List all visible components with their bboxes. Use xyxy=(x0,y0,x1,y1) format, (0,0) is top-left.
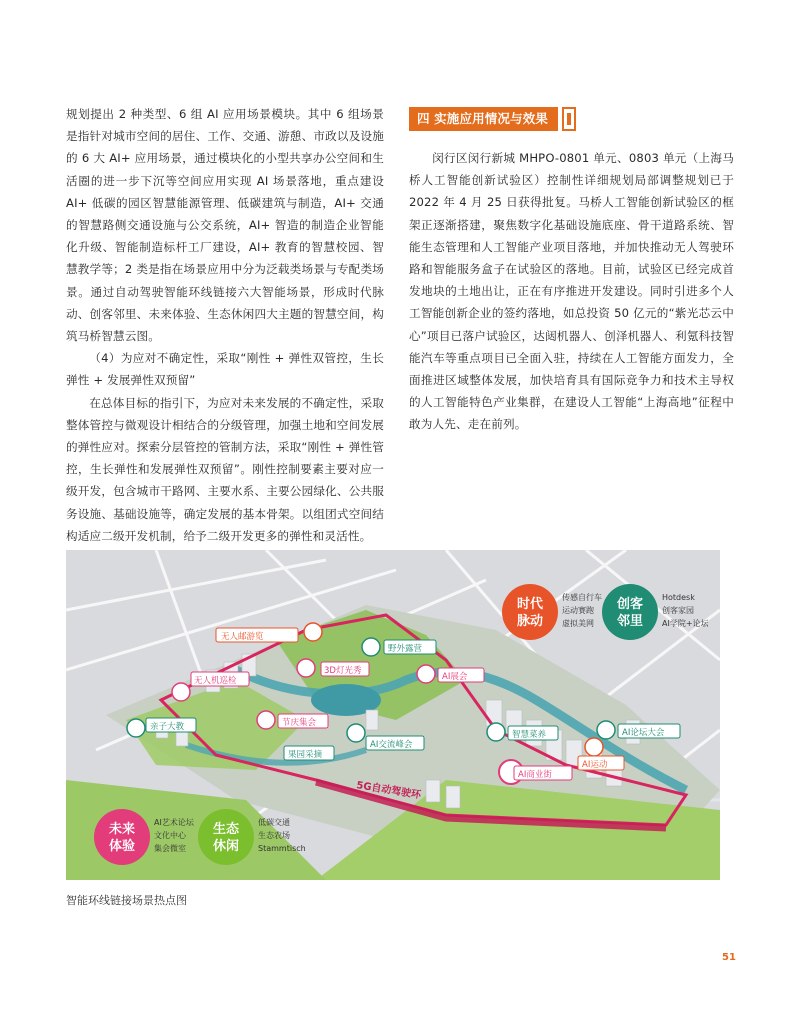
paragraph: 规划提出 2 种类型、6 组 AI 应用场景模块。其中 6 组场景是指针对城市空间的居住、工作、交通、游憩、市政以及设施的 6 大 AI+ 应用场景，通过模块化的小型共享办公空间和生活圈的进一步下沉等空间应用实现 AI 场景落地，重点建设 AI+ 低碳的园区智慧能源管理、低碳建筑与制造，AI+ 交通的智慧路侧交通设施与公交系统，AI+ 智造的制造企业智能化升级、智能制造标杆工厂建设，AI+ 教育的智慧校园、智慧教学等；2 类是指在场景应用中分为泛载类场景与专配类场景。通过自动驾驶智能环线链接六大智能场景，形成时代脉动、创客邻里、未来体验、生态休闲四大主题的智慧空间，构筑马桥智慧云图。 xyxy=(66,107,384,344)
svg-text:运动赛跑: 运动赛跑 xyxy=(562,606,594,615)
pin-icon xyxy=(362,638,380,656)
svg-text:文化中心: 文化中心 xyxy=(154,831,186,840)
hotspot-label: 果园采摘 xyxy=(288,750,323,760)
pin-icon xyxy=(304,623,322,641)
left-text-column xyxy=(66,103,384,547)
hotspot-label: AI运动 xyxy=(582,760,608,770)
svg-text:AI学院+论坛: AI学院+论坛 xyxy=(662,619,709,628)
pin-icon xyxy=(597,721,615,739)
hotspot-label: 野外露营 xyxy=(388,644,423,654)
pin-icon xyxy=(297,659,315,677)
hotspot-label: 3D灯光秀 xyxy=(324,666,362,676)
hotspot-label: 无人邮游览 xyxy=(221,632,264,642)
svg-text:虚拟美网: 虚拟美网 xyxy=(562,619,594,628)
pin-icon xyxy=(172,683,190,701)
hotspot-label: AI交流峰会 xyxy=(370,740,413,750)
hotspot-label: 智慧菜养 xyxy=(512,730,547,740)
figure-caption: 智能环线链接场景热点图 xyxy=(66,894,187,907)
pin-icon xyxy=(487,723,505,741)
hotspot-label: AI论坛大会 xyxy=(622,728,665,738)
pin-icon xyxy=(257,711,275,729)
pin-icon xyxy=(127,719,145,737)
svg-text:脉动: 脉动 xyxy=(516,614,544,629)
paragraph: 闵行区闵行新城 MHPO-0801 单元、0803 单元（上海马桥人工智能创新试验区）控制性详细规划局部调整规划已于 2022 年 4 月 25 日获得批复。马桥人工智能创新试验区的框架正逐渐搭建，聚焦数字化基础设施底座、骨干道路系统、智能生态管理和人工智能产业项目落地，并加快推动无人驾驶环路和智能服务盒子在试验区的落地。目前，试验区已经完成首发地块的土地出让，正在有序推进开发建设。同时引进多个人工智能创新企业的签约落地，如总投资 50 亿元的“紫光芯云中心”项目已落户试验区，达闼机器人、创泽机器人、利氪科技智能汽车等重点项目已全面入驻，持续在人工智能方面发力，全面推进区域整体发展，加快培育具有国际竞争力和技术主导权的人工智能特色产业集群，在建设人工智能“上海高地”征程中敢为人先、走在前列。 xyxy=(409,151,734,432)
hotspot-label: AI展会 xyxy=(442,672,468,682)
paragraph: 在总体目标的指引下，为应对未来发展的不确定性，采取整体管控与微观设计相结合的分级管理，加强土地和空间发展的弹性应对。探索分层管控的管制方法，采取“刚性 + 弹性管控，生长弹性和发展弹性双预留”。刚性控制要素主要对应一级开发，包含城市干路网、主要水系、主要公园绿化、公共服务设施、基础设施等，确定发展的基本骨架。以组团式空间结构适应二级开发机制，给予二级开发更多的弹性和灵活性。 xyxy=(66,395,384,543)
page-number: 51 xyxy=(722,952,736,963)
svg-text:Hotdesk: Hotdesk xyxy=(662,593,695,602)
svg-text:低碳交通: 低碳交通 xyxy=(258,818,290,827)
svg-text:生态: 生态 xyxy=(212,822,240,837)
pin-icon xyxy=(585,738,603,756)
svg-text:时代: 时代 xyxy=(516,597,544,612)
svg-text:生态农场: 生态农场 xyxy=(258,831,290,840)
svg-text:创客: 创客 xyxy=(616,597,644,612)
hotspot-label: 节庆集会 xyxy=(282,718,317,728)
svg-text:邻里: 邻里 xyxy=(616,614,644,629)
hotspot-label: 亲子大教 xyxy=(150,722,185,732)
section-heading-bracket-icon xyxy=(562,107,576,131)
smart-ring-hotspot-map xyxy=(66,550,720,880)
svg-text:体验: 体验 xyxy=(108,839,136,854)
paragraph: （4）为应对不确定性，采取“刚性 + 弹性双管控，生长弹性 + 发展弹性双预留” xyxy=(66,351,384,388)
section-heading xyxy=(409,103,734,133)
pin-icon xyxy=(347,724,365,742)
svg-text:传感自行车: 传感自行车 xyxy=(562,593,602,602)
svg-text:Stammtisch: Stammtisch xyxy=(258,844,306,853)
hotspot-label: 无人机巡检 xyxy=(194,676,237,686)
theme-badge-shidai xyxy=(502,584,602,640)
hotspot-label: AI商业街 xyxy=(518,770,552,780)
ring-road-label: 5G自动驾驶环 xyxy=(355,780,422,802)
right-text-column xyxy=(409,103,734,436)
svg-text:AI艺术论坛: AI艺术论坛 xyxy=(154,818,194,827)
pin-icon xyxy=(417,665,435,683)
svg-text:休闲: 休闲 xyxy=(212,839,240,854)
svg-text:未来: 未来 xyxy=(108,822,136,837)
svg-text:创客家园: 创客家园 xyxy=(662,606,694,615)
section-heading-label: 四 实施应用情况与效果 xyxy=(409,107,558,131)
svg-text:集会微室: 集会微室 xyxy=(154,844,186,853)
